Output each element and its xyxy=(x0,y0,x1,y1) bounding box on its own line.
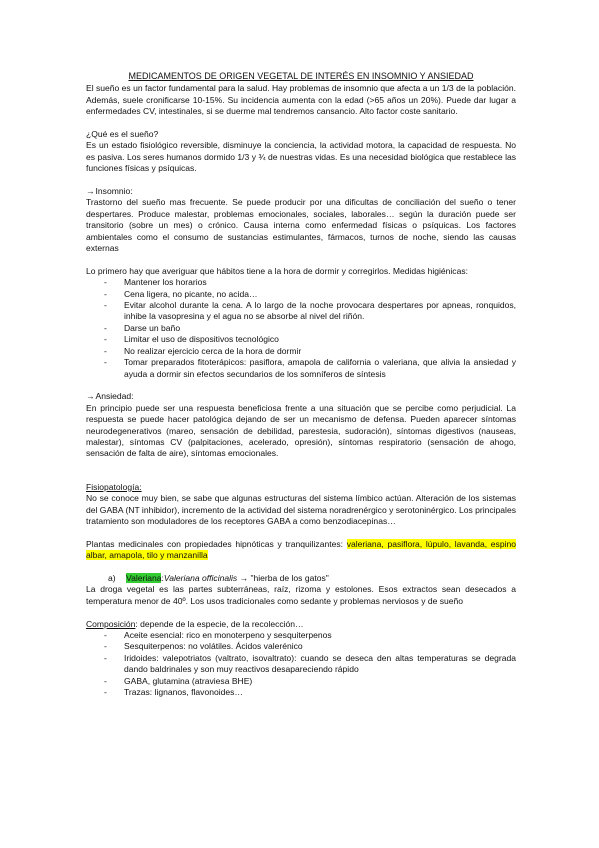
valeriana-heading: a) Valeriana:Valeriana officinalis → "hierba de los gatos" xyxy=(108,572,329,583)
list-item: - No realizar ejercicio cerca de la hora de dormir xyxy=(124,346,516,357)
document-title: MEDICAMENTOS DE ORIGEN VEGETAL DE INTERÉS EN INSOMNIO Y ANSIEDAD xyxy=(128,71,474,81)
list-item: - Trazas: lignanos, flavonoides… xyxy=(124,687,516,698)
list-item: - GABA, glutamina (atraviesa BHE) xyxy=(124,676,516,687)
intro-paragraph: El sueño es un factor fundamental para la salud. Hay problemas de insomnio que afecta a un 1/3 de la población. Además, suele cronificarse 10-15%. Su incidencia aumenta con la edad (>65 años un 20%). Puede dar lugar a enfermedades CV, intestinales, si se duerme mal tendremos cansancio. Alto factor coste sanitario. xyxy=(86,83,516,117)
composicion-list xyxy=(86,630,516,698)
composicion-heading: Composición: depende de la especie, de la recolección… xyxy=(86,618,304,629)
list-item: - Limitar el uso de dispositivos tecnológico xyxy=(124,334,516,345)
list-item: - Evitar alcohol durante la cena. A lo largo de la noche provocara despertares por apneas, ronquidos, inhibe la vasopresina y el agua no se absorbe al nivel del riñón. xyxy=(124,300,516,323)
list-item: - Tomar preparados fitoterápicos: pasiflora, amapola de california o valeriana, que alivia la ansiedad y ayuda a dormir sin efectos secundarios de los somníferos de síntesis xyxy=(124,357,516,380)
fisiopatologia-heading: Fisiopatología: xyxy=(86,481,142,492)
valeriana-highlight: Valeriana xyxy=(126,572,162,583)
insomnio-heading: →Insomnio: xyxy=(86,186,133,197)
ansiedad-heading: →Ansiedad: xyxy=(86,391,134,402)
list-item: - Darse un baño xyxy=(124,323,516,334)
medidas-intro: Lo primero hay que averiguar que hábitos tiene a la hora de dormir y corregirlos. Medidas higiénicas: xyxy=(86,265,468,276)
list-item: - Sesquiterpenos: no volátiles. Ácidos valerénico xyxy=(124,641,516,652)
list-item: - Mantener los horarios xyxy=(124,277,516,288)
fisiopatologia-paragraph: No se conoce muy bien, se sabe que algunas estructuras del sistema límbico actúan. Alteración de los sistemas del GABA (NT inhibidor), incremento de la actividad del sistema noradrenérgico y serotoninérgico. Los principales tratamiento son moduladores de los receptores GABA a como benzodiacepinas… xyxy=(86,493,516,526)
sueno-question: ¿Qué es el sueño? xyxy=(86,129,159,140)
plantas-paragraph: Plantas medicinales con propiedades hipnóticas y tranquilizantes: valeriana, pasiflora, lúpulo, lavanda, espino albar, amapola, tilo y manzanilla xyxy=(86,538,516,561)
ansiedad-paragraph: En principio puede ser una respuesta beneficiosa frente a una situación que se percibe como perjudicial. La respuesta se puede hacer patológica dejando de ser un mecanismo de defensa. Pueden aparecer síntomas neurodegenerativos (mareo, sensación de debilidad, parestesia, sudoración), síntomas digestivos (nauseas, malestar), síntomas CV (palpitaciones, acelerado, opresión), síntomas respiratorio (sensación de ahogo, sensación de falta de aire), síntomas emocionales. xyxy=(86,402,516,459)
medidas-list xyxy=(86,277,516,380)
list-item: - Iridoides: valepotriatos (valtrato, isovaltrato): cuando se deseca den altas temperaturas se degrada dando baldrinales y son muy reactivos desapareciendo rápido xyxy=(124,653,516,676)
sueno-paragraph: Es un estado fisiológico reversible, disminuye la conciencia, la actividad motora, la capacidad de respuesta. No es pasiva. Los seres humanos dormido 1/3 y ¾ de nuestras vidas. Es una necesidad biológica que restablece las funciones físicas y psíquicas. xyxy=(86,140,516,174)
insomnio-paragraph: Trastorno del sueño mas frecuente. Se puede producir por una dificultas de conciliación del sueño o tener despertares. Produce malestar, problemas emocionales, sociales, laborales… según la duración puede ser transitorio (sobre un mes) o crónico. Causa interna como enfermedad físicas o psíquicas. Los factores ambientales como el consumo de sustancias estimulantes, fármacos, turnos de noche, siendo las causas externas xyxy=(86,197,516,254)
list-item: - Aceite esencial: rico en monoterpeno y sesquiterpenos xyxy=(124,630,516,641)
arrow-icon: → xyxy=(86,186,95,197)
document-page xyxy=(86,71,516,698)
valeriana-latin: Valeriana officinalis xyxy=(163,572,238,583)
list-item: - Cena ligera, no picante, no acida… xyxy=(124,289,516,300)
valeriana-paragraph: La droga vegetal es las partes subterráneas, raíz, rizoma y estolones. Esos extractos sean desecados a temperatura menor de 40º. Los usos tradicionales como sedante y problemas nerviosos y de sueño xyxy=(86,584,516,606)
arrow-icon: → xyxy=(86,391,95,402)
plantas-highlight: valeriana, pasiflora, lúpulo, lavanda, espino albar, amapola, tilo y manzanilla xyxy=(86,538,516,561)
